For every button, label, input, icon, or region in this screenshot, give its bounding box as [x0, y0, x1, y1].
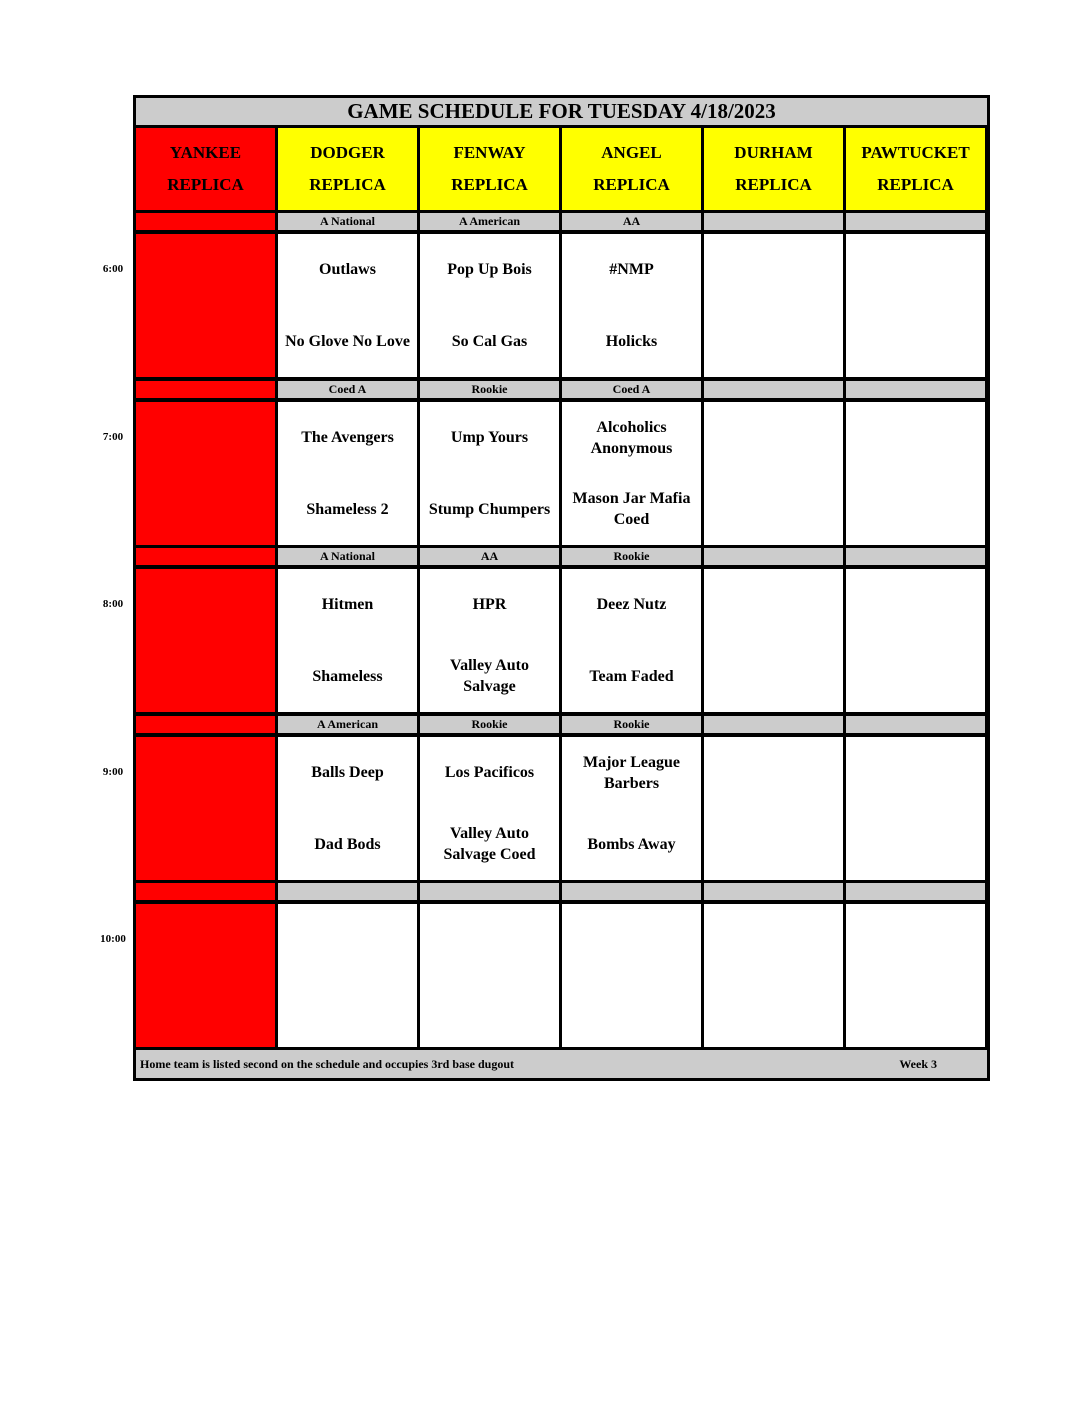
division-label: [846, 716, 985, 733]
time-label: 9:00: [102, 766, 124, 778]
division-label: [136, 548, 275, 565]
field-type: REPLICA: [309, 175, 386, 194]
division-label: [136, 883, 275, 900]
home-team: Stump Chumpers: [428, 500, 551, 518]
away-team: The Avengers: [301, 429, 394, 447]
division-label: A American: [420, 213, 559, 230]
field-header: [278, 128, 417, 210]
schedule-title: GAME SCHEDULE FOR TUESDAY 4/18/2023: [136, 98, 987, 125]
division-label: [846, 548, 985, 565]
division-label: AA: [562, 213, 701, 230]
division-label: [846, 883, 985, 900]
away-team: Deez Nutz: [596, 596, 667, 614]
away-team: Major League Barbers: [582, 753, 680, 792]
game-cell: [136, 234, 275, 377]
division-label: Coed A: [562, 381, 701, 398]
time-label: 7:00: [102, 431, 124, 443]
footer-bar: [136, 1050, 987, 1078]
division-label: Rookie: [420, 716, 559, 733]
away-team: Los Pacificos: [444, 764, 535, 782]
field-header: [846, 128, 985, 210]
field-header: [136, 128, 275, 210]
game-cell: [278, 904, 417, 1047]
home-team: Team Faded: [589, 667, 674, 685]
division-label: [704, 716, 843, 733]
game-cell: [562, 904, 701, 1047]
game-cell: [846, 402, 985, 545]
game-cell: [278, 569, 417, 712]
division-label: [704, 213, 843, 230]
division-label: [846, 213, 985, 230]
away-team: #NMP: [609, 261, 654, 279]
game-cell: [846, 569, 985, 712]
game-cell: [704, 737, 843, 880]
time-label: 6:00: [102, 263, 124, 275]
game-cell: [562, 569, 701, 712]
home-team: Valley Auto Salvage: [450, 657, 529, 696]
division-label: [704, 548, 843, 565]
game-cell: [562, 737, 701, 880]
home-team: Bombs Away: [587, 835, 676, 853]
away-team: HPR: [472, 596, 507, 614]
game-cell: [704, 234, 843, 377]
field-type: REPLICA: [877, 175, 954, 194]
field-header: [704, 128, 843, 210]
division-label: [846, 381, 985, 398]
division-label: A National: [278, 548, 417, 565]
home-team: No Glove No Love: [285, 332, 410, 350]
home-team: So Cal Gas: [451, 332, 528, 350]
away-team: Balls Deep: [311, 764, 384, 782]
game-cell: [278, 234, 417, 377]
field-type: REPLICA: [451, 175, 528, 194]
division-label: A American: [278, 716, 417, 733]
division-label: [136, 381, 275, 398]
game-cell: [136, 569, 275, 712]
schedule-sheet: [133, 95, 990, 1081]
game-cell: [420, 569, 559, 712]
away-team: Pop Up Bois: [447, 261, 532, 279]
field-name: ANGEL: [601, 143, 662, 162]
home-team: Dad Bods: [314, 835, 381, 853]
home-team: Holicks: [605, 332, 658, 350]
home-team: Valley Auto Salvage Coed: [443, 825, 536, 864]
footer-week: Week 3: [899, 1056, 937, 1071]
game-cell: [846, 737, 985, 880]
game-cell: [562, 402, 701, 545]
division-label: [278, 883, 417, 900]
division-label: Rookie: [562, 716, 701, 733]
division-label: AA: [420, 548, 559, 565]
game-cell: [846, 234, 985, 377]
game-cell: [704, 904, 843, 1047]
game-cell: [420, 234, 559, 377]
away-team: Ump Yours: [450, 429, 529, 447]
division-label: A National: [278, 213, 417, 230]
field-header: [420, 128, 559, 210]
away-team: Hitmen: [321, 596, 374, 614]
game-cell: [136, 904, 275, 1047]
game-cell: [420, 737, 559, 880]
home-team: Shameless 2: [306, 500, 389, 518]
field-name: DURHAM: [734, 143, 813, 162]
footer-note: Home team is listed second on the schedule and occupies 3rd base dugout: [140, 1056, 515, 1071]
time-label: 8:00: [102, 598, 124, 610]
field-type: REPLICA: [593, 175, 670, 194]
game-cell: [278, 402, 417, 545]
game-cell: [420, 402, 559, 545]
game-cell: [136, 402, 275, 545]
away-team: Alcoholics Anonymous: [590, 418, 673, 457]
home-team: Mason Jar Mafia Coed: [572, 490, 691, 529]
time-label: 10:00: [100, 933, 126, 945]
game-cell: [704, 402, 843, 545]
game-cell: [278, 737, 417, 880]
field-type: REPLICA: [735, 175, 812, 194]
field-name: DODGER: [310, 143, 385, 162]
field-name: FENWAY: [453, 143, 526, 162]
field-name: YANKEE: [169, 143, 242, 162]
field-type: REPLICA: [167, 175, 244, 194]
division-label: [704, 883, 843, 900]
game-cell: [562, 234, 701, 377]
division-label: Coed A: [278, 381, 417, 398]
game-cell: [846, 904, 985, 1047]
division-label: [704, 381, 843, 398]
field-name: PAWTUCKET: [861, 143, 970, 162]
division-label: [420, 883, 559, 900]
home-team: Shameless: [312, 667, 383, 685]
division-label: [136, 213, 275, 230]
game-cell: [704, 569, 843, 712]
division-label: [562, 883, 701, 900]
game-cell: [420, 904, 559, 1047]
division-label: Rookie: [562, 548, 701, 565]
division-label: [136, 716, 275, 733]
field-header: [562, 128, 701, 210]
division-label: Rookie: [420, 381, 559, 398]
away-team: Outlaws: [319, 261, 376, 279]
game-cell: [136, 737, 275, 880]
